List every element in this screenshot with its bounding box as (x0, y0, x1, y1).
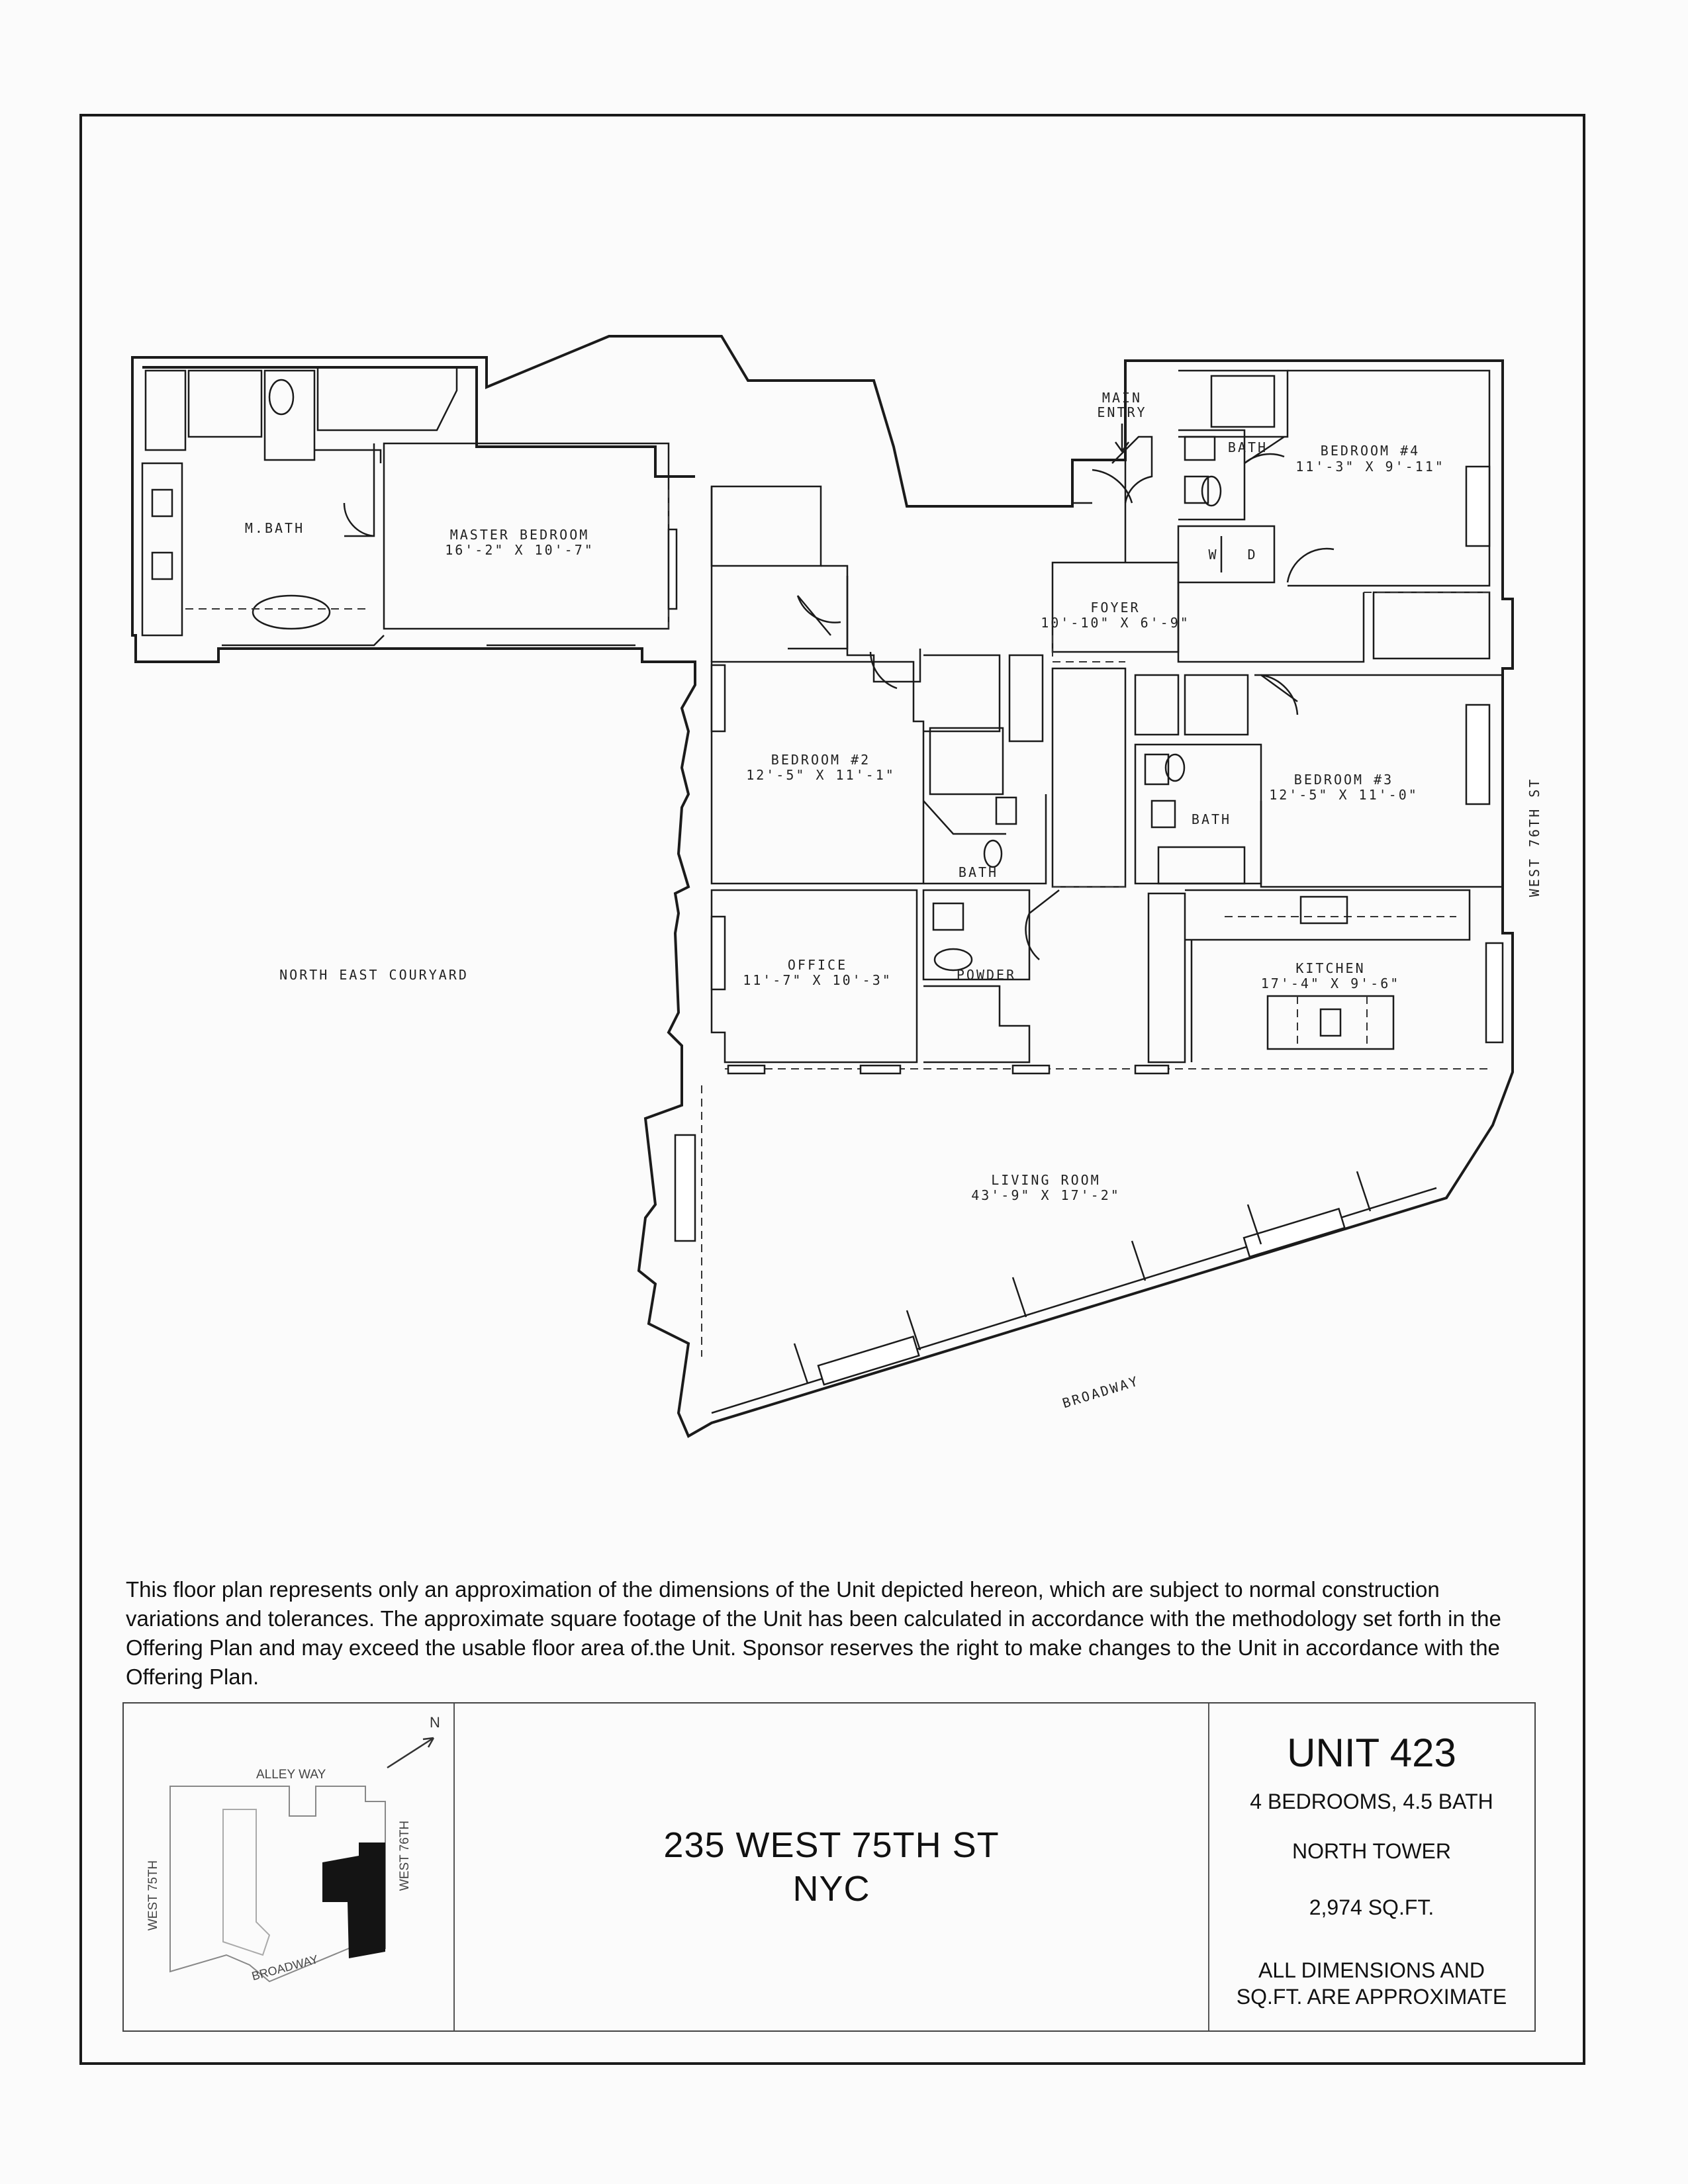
label-bath-br4: BATH (1227, 439, 1268, 455)
label-bedroom-3: BEDROOM #3 (1293, 772, 1394, 788)
label-bedroom-2: BEDROOM #2 (771, 752, 871, 768)
unit-tower: NORTH TOWER (1291, 1839, 1451, 1863)
address-line-1: 235 WEST 75TH ST (663, 1825, 1000, 1865)
label-bath-br3: BATH (1191, 811, 1232, 827)
label-kitchen: KITCHEN (1295, 960, 1366, 976)
dim-bedroom-4: 11'-3" X 9'-11" (1295, 459, 1445, 475)
interior-walls (675, 371, 1503, 1385)
dim-foyer: 10'-10" X 6'-9" (1041, 615, 1190, 631)
unit-sqft: 2,974 SQ.FT. (1309, 1895, 1434, 1919)
key-plan-north: N (430, 1714, 440, 1731)
label-main-entry-1: MAIN (1102, 390, 1143, 406)
label-washer: W (1208, 547, 1219, 563)
label-m-bath: M.BATH (244, 520, 305, 536)
title-block (122, 1702, 1536, 2032)
unit-rooms: 4 BEDROOMS, 4.5 BATH (1250, 1790, 1493, 1813)
dim-bedroom-3: 12'-5" X 11'-0" (1269, 787, 1419, 803)
dim-living-room: 43'-9" X 17'-2" (971, 1187, 1121, 1203)
dim-master-bedroom: 16'-2" X 10'-7" (445, 542, 594, 558)
label-master-bedroom: MASTER BEDROOM (449, 527, 590, 543)
unit-title: UNIT 423 (1287, 1731, 1456, 1775)
unit-note-2: SQ.FT. ARE APPROXIMATE (1236, 1985, 1507, 2009)
label-bath-br2: BATH (958, 864, 999, 880)
label-living-room: LIVING ROOM (991, 1172, 1101, 1188)
label-foyer: FOYER (1090, 600, 1141, 615)
label-powder: POWDER (956, 967, 1017, 983)
key-plan-alley-way: ALLEY WAY (256, 1768, 326, 1782)
key-plan (124, 1704, 455, 2030)
label-dryer: D (1247, 547, 1258, 563)
dim-office: 11'-7" X 10'-3" (743, 972, 892, 988)
label-street-south: BROADWAY (1060, 1373, 1141, 1412)
key-plan-broadway: BROADWAY (250, 1952, 320, 1983)
master-suite (142, 367, 677, 645)
label-bedroom-4: BEDROOM #4 (1320, 443, 1421, 459)
key-plan-west-76th: WEST 76TH (398, 1820, 412, 1891)
address-line-2: NYC (792, 1869, 870, 1909)
dim-bedroom-2: 12'-5" X 11'-1" (746, 767, 896, 783)
label-main-entry-2: ENTRY (1097, 404, 1147, 420)
label-street-east: WEST 76TH ST (1526, 777, 1542, 897)
unit-info (1209, 1704, 1534, 2030)
label-office: OFFICE (787, 957, 848, 973)
disclaimer-text: This floor plan represents only an approximation of the dimensions of the Unit depicted hereon, which are subject to normal construction variations and tolerances. The approximate square footage of the Unit has been calculated in accordance with the methodology set forth in the Offering Plan and may exceed the usable floor area of.the Unit. Sponsor reserves the right to make changes to the Unit in accordance with the Offering Plan. (126, 1577, 1501, 1689)
address-block (455, 1704, 1209, 2030)
key-plan-west-75th: WEST 75TH (146, 1860, 160, 1931)
label-courtyard: NORTH EAST COURYARD (279, 967, 469, 983)
unit-note-1: ALL DIMENSIONS AND (1258, 1958, 1485, 1982)
key-plan-map (124, 1704, 451, 2031)
dim-kitchen: 17'-4" X 9'-6" (1260, 976, 1401, 991)
